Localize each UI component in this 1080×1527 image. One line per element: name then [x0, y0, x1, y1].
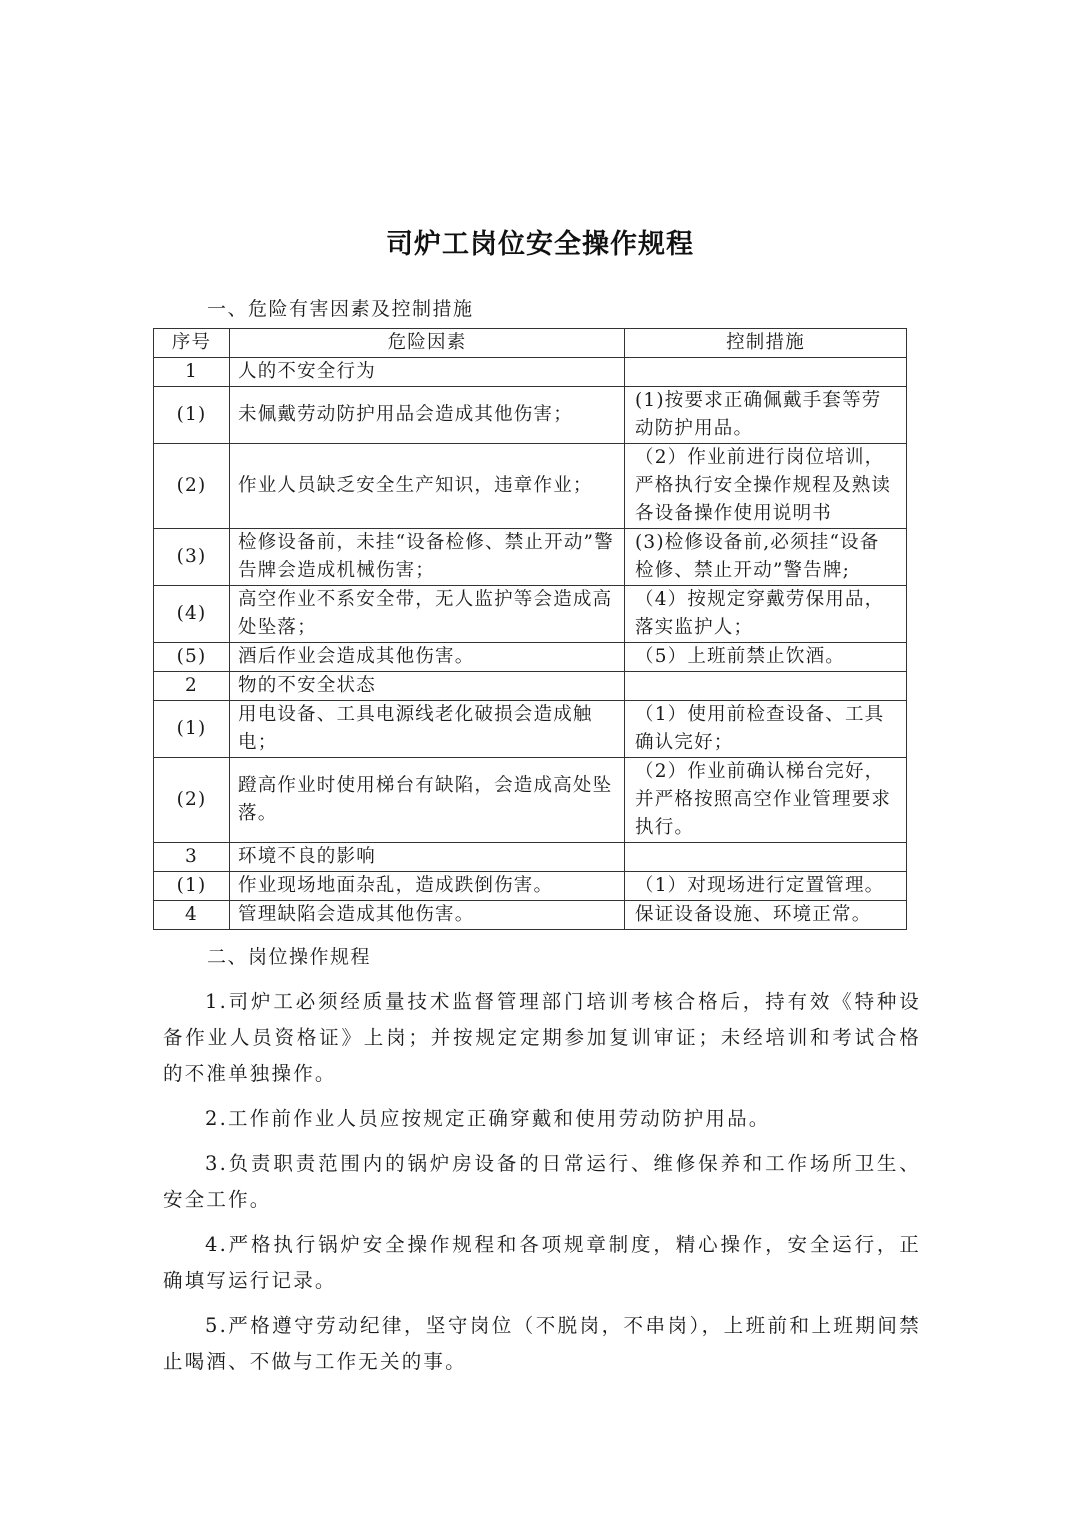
row-hazard: 管理缺陷会造成其他伤害。 — [230, 901, 625, 930]
table-row — [154, 643, 907, 672]
column-header-seq: 序号 — [154, 329, 230, 358]
row-seq: (5) — [154, 643, 230, 672]
row-control: （2）作业前确认梯台完好，并严格按照高空作业管理要求执行。 — [625, 758, 907, 843]
row-hazard: 酒后作业会造成其他伤害。 — [230, 643, 625, 672]
row-hazard: 检修设备前，未挂“设备检修、禁止开动”警告牌会造成机械伤害； — [230, 529, 625, 586]
table-row — [154, 758, 907, 843]
table-row — [154, 901, 907, 930]
row-control — [625, 672, 907, 701]
row-seq: 3 — [154, 843, 230, 872]
row-control: (3)检修设备前,必须挂“设备检修、禁止开动”警告牌; — [625, 529, 907, 586]
row-control: （5）上班前禁止饮酒。 — [625, 643, 907, 672]
row-control: （2）作业前进行岗位培训，严格执行安全操作规程及熟读各设备操作使用说明书 — [625, 444, 907, 529]
procedure-item-4: 4.严格执行锅炉安全操作规程和各项规章制度，精心操作，安全运行，正确填写运行记录。 — [163, 1233, 921, 1292]
table-row — [154, 529, 907, 586]
row-hazard: 作业人员缺乏安全生产知识，违章作业； — [230, 444, 625, 529]
section2-heading: 二、岗位操作规程 — [207, 946, 372, 968]
row-seq: (1) — [154, 387, 230, 444]
row-seq: (2) — [154, 758, 230, 843]
procedure-item-2: 2.工作前作业人员应按规定正确穿戴和使用劳动防护用品。 — [205, 1107, 771, 1130]
row-seq: (3) — [154, 529, 230, 586]
row-seq: 4 — [154, 901, 230, 930]
table-row — [154, 387, 907, 444]
row-seq: 1 — [154, 358, 230, 387]
row-seq: (1) — [154, 872, 230, 901]
row-control — [625, 843, 907, 872]
table-row — [154, 444, 907, 529]
row-control: （1）使用前检查设备、工具确认完好； — [625, 701, 907, 758]
row-seq: 2 — [154, 672, 230, 701]
page-title: 司炉工岗位安全操作规程 — [386, 229, 694, 260]
table-row — [154, 701, 907, 758]
row-hazard: 人的不安全行为 — [230, 358, 625, 387]
row-hazard: 蹬高作业时使用梯台有缺陷，会造成高处坠落。 — [230, 758, 625, 843]
row-control: （4）按规定穿戴劳保用品，落实监护人； — [625, 586, 907, 643]
row-hazard: 物的不安全状态 — [230, 672, 625, 701]
row-hazard: 高空作业不系安全带，无人监护等会造成高处坠落； — [230, 586, 625, 643]
row-seq: (4) — [154, 586, 230, 643]
table-row — [154, 358, 907, 387]
row-hazard: 未佩戴劳动防护用品会造成其他伤害； — [230, 387, 625, 444]
hazard-control-table — [153, 328, 907, 930]
procedure-item-3: 3.负责职责范围内的锅炉房设备的日常运行、维修保养和工作场所卫生、安全工作。 — [163, 1152, 921, 1211]
row-control: 保证设备设施、环境正常。 — [625, 901, 907, 930]
section1-heading: 一、危险有害因素及控制措施 — [207, 298, 474, 320]
row-seq: (2) — [154, 444, 230, 529]
procedure-item-1: 1.司炉工必须经质量技术监督管理部门培训考核合格后，持有效《特种设备作业人员资格证》上岗；并按规定定期参加复训审证；未经培训和考试合格的不准单独操作。 — [163, 990, 921, 1085]
procedure-item-5: 5.严格遵守劳动纪律，坚守岗位（不脱岗，不串岗），上班前和上班期间禁止喝酒、不做与工作无关的事。 — [163, 1314, 921, 1373]
row-hazard: 作业现场地面杂乱，造成跌倒伤害。 — [230, 872, 625, 901]
column-header-control: 控制措施 — [625, 329, 907, 358]
table-row — [154, 843, 907, 872]
row-control: （1）对现场进行定置管理。 — [625, 872, 907, 901]
column-header-hazard: 危险因素 — [230, 329, 625, 358]
table-row — [154, 872, 907, 901]
table-row — [154, 586, 907, 643]
row-hazard: 用电设备、工具电源线老化破损会造成触电； — [230, 701, 625, 758]
row-control: (1)按要求正确佩戴手套等劳动防护用品。 — [625, 387, 907, 444]
table-header-row — [154, 329, 907, 358]
procedure-list — [163, 984, 921, 1389]
row-hazard: 环境不良的影响 — [230, 843, 625, 872]
row-control — [625, 358, 907, 387]
row-seq: (1) — [154, 701, 230, 758]
table-row — [154, 672, 907, 701]
